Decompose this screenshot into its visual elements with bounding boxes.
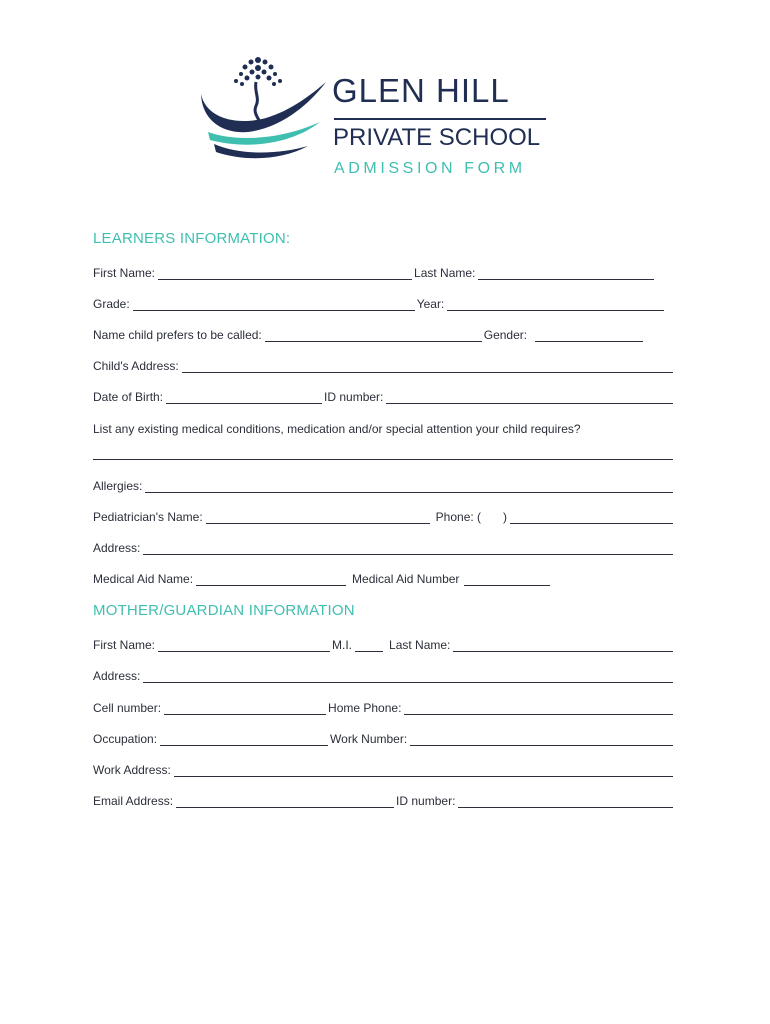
mother-mi-label: M.I. [332, 638, 353, 652]
gender-label: Gender: [483, 328, 528, 342]
home-phone-field[interactable] [404, 701, 673, 715]
cell-number-field[interactable] [164, 701, 326, 715]
form-title: ADMISSION FORM [334, 160, 526, 177]
mother-id-label: ID number: [396, 794, 456, 808]
mother-mi-field[interactable] [355, 638, 383, 652]
allergies-label: Allergies: [93, 479, 143, 493]
grade-label: Grade: [93, 297, 130, 311]
home-phone-label: Home Phone: [328, 701, 402, 715]
learner-first-name-field[interactable] [158, 266, 412, 280]
cell-number-label: Cell number: [93, 701, 162, 715]
work-address-field[interactable] [174, 763, 673, 777]
learner-id-field[interactable] [386, 390, 673, 404]
email-row [93, 790, 675, 808]
medical-question-label: List any existing medical conditions, medication and/or special attention your child requires? [93, 422, 581, 436]
mother-heading: MOTHER/GUARDIAN INFORMATION [93, 602, 355, 619]
last-name-label: Last Name: [414, 266, 476, 280]
medical-aid-number-field[interactable] [464, 572, 550, 586]
allergies-row [93, 475, 675, 493]
mother-last-name-label: Last Name: [389, 638, 451, 652]
preferred-name-row [93, 324, 675, 342]
school-logo [196, 48, 556, 188]
work-address-label: Work Address: [93, 763, 171, 777]
dob-label: Date of Birth: [93, 390, 164, 404]
school-name-line2: PRIVATE SCHOOL [333, 124, 541, 151]
first-name-label: First Name: [93, 266, 156, 280]
work-number-label: Work Number: [330, 732, 408, 746]
learner-name-row [93, 262, 675, 280]
learners-heading: LEARNERS INFORMATION: [93, 230, 291, 247]
grade-row [93, 293, 675, 311]
mother-address-label: Address: [93, 669, 141, 683]
pediatrician-row [93, 506, 675, 524]
mother-first-name-label: First Name: [93, 638, 156, 652]
work-number-field[interactable] [410, 732, 673, 746]
year-label: Year: [416, 297, 445, 311]
email-field[interactable] [176, 794, 394, 808]
occupation-label: Occupation: [93, 732, 158, 746]
pediatrician-name-field[interactable] [206, 510, 430, 524]
pediatrician-label: Pediatrician's Name: [93, 510, 203, 524]
preferred-name-label: Name child prefers to be called: [93, 328, 262, 342]
mother-id-field[interactable] [458, 794, 673, 808]
learner-last-name-field[interactable] [478, 266, 654, 280]
phone-close-label: ) [503, 510, 508, 524]
gender-field[interactable] [535, 328, 643, 342]
mother-phone-row [93, 697, 675, 715]
preferred-name-field[interactable] [265, 328, 482, 342]
allergies-field[interactable] [145, 479, 673, 493]
child-address-field[interactable] [182, 359, 673, 373]
year-field[interactable] [447, 297, 664, 311]
phone-label: Phone: ( [435, 510, 482, 524]
mother-address-field[interactable] [143, 669, 673, 683]
medical-aid-name-field[interactable] [196, 572, 346, 586]
medical-aid-row [93, 568, 675, 586]
medical-question-row [93, 418, 675, 436]
grade-field[interactable] [133, 297, 415, 311]
occupation-field[interactable] [160, 732, 328, 746]
email-label: Email Address: [93, 794, 174, 808]
tree-swoosh-icon [196, 48, 332, 168]
occupation-row [93, 728, 675, 746]
work-address-row [93, 759, 675, 777]
mother-first-name-field[interactable] [158, 638, 330, 652]
learner-id-label: ID number: [324, 390, 384, 404]
medical-aid-name-label: Medical Aid Name: [93, 572, 194, 586]
dob-row [93, 386, 675, 404]
mother-last-name-field[interactable] [453, 638, 673, 652]
pediatrician-address-field[interactable] [143, 541, 673, 555]
medical-conditions-field[interactable] [93, 459, 673, 460]
mother-name-row [93, 634, 675, 652]
pediatrician-address-row [93, 537, 675, 555]
school-name-line1: GLEN HILL [332, 72, 510, 109]
dob-field[interactable] [166, 390, 322, 404]
medical-aid-number-label: Medical Aid Number [352, 572, 460, 586]
child-address-label: Child's Address: [93, 359, 179, 373]
child-address-row [93, 355, 675, 373]
brand-divider [334, 118, 546, 120]
pediatrician-phone-field[interactable] [510, 510, 673, 524]
mother-address-row [93, 665, 675, 683]
pediatrician-address-label: Address: [93, 541, 141, 555]
